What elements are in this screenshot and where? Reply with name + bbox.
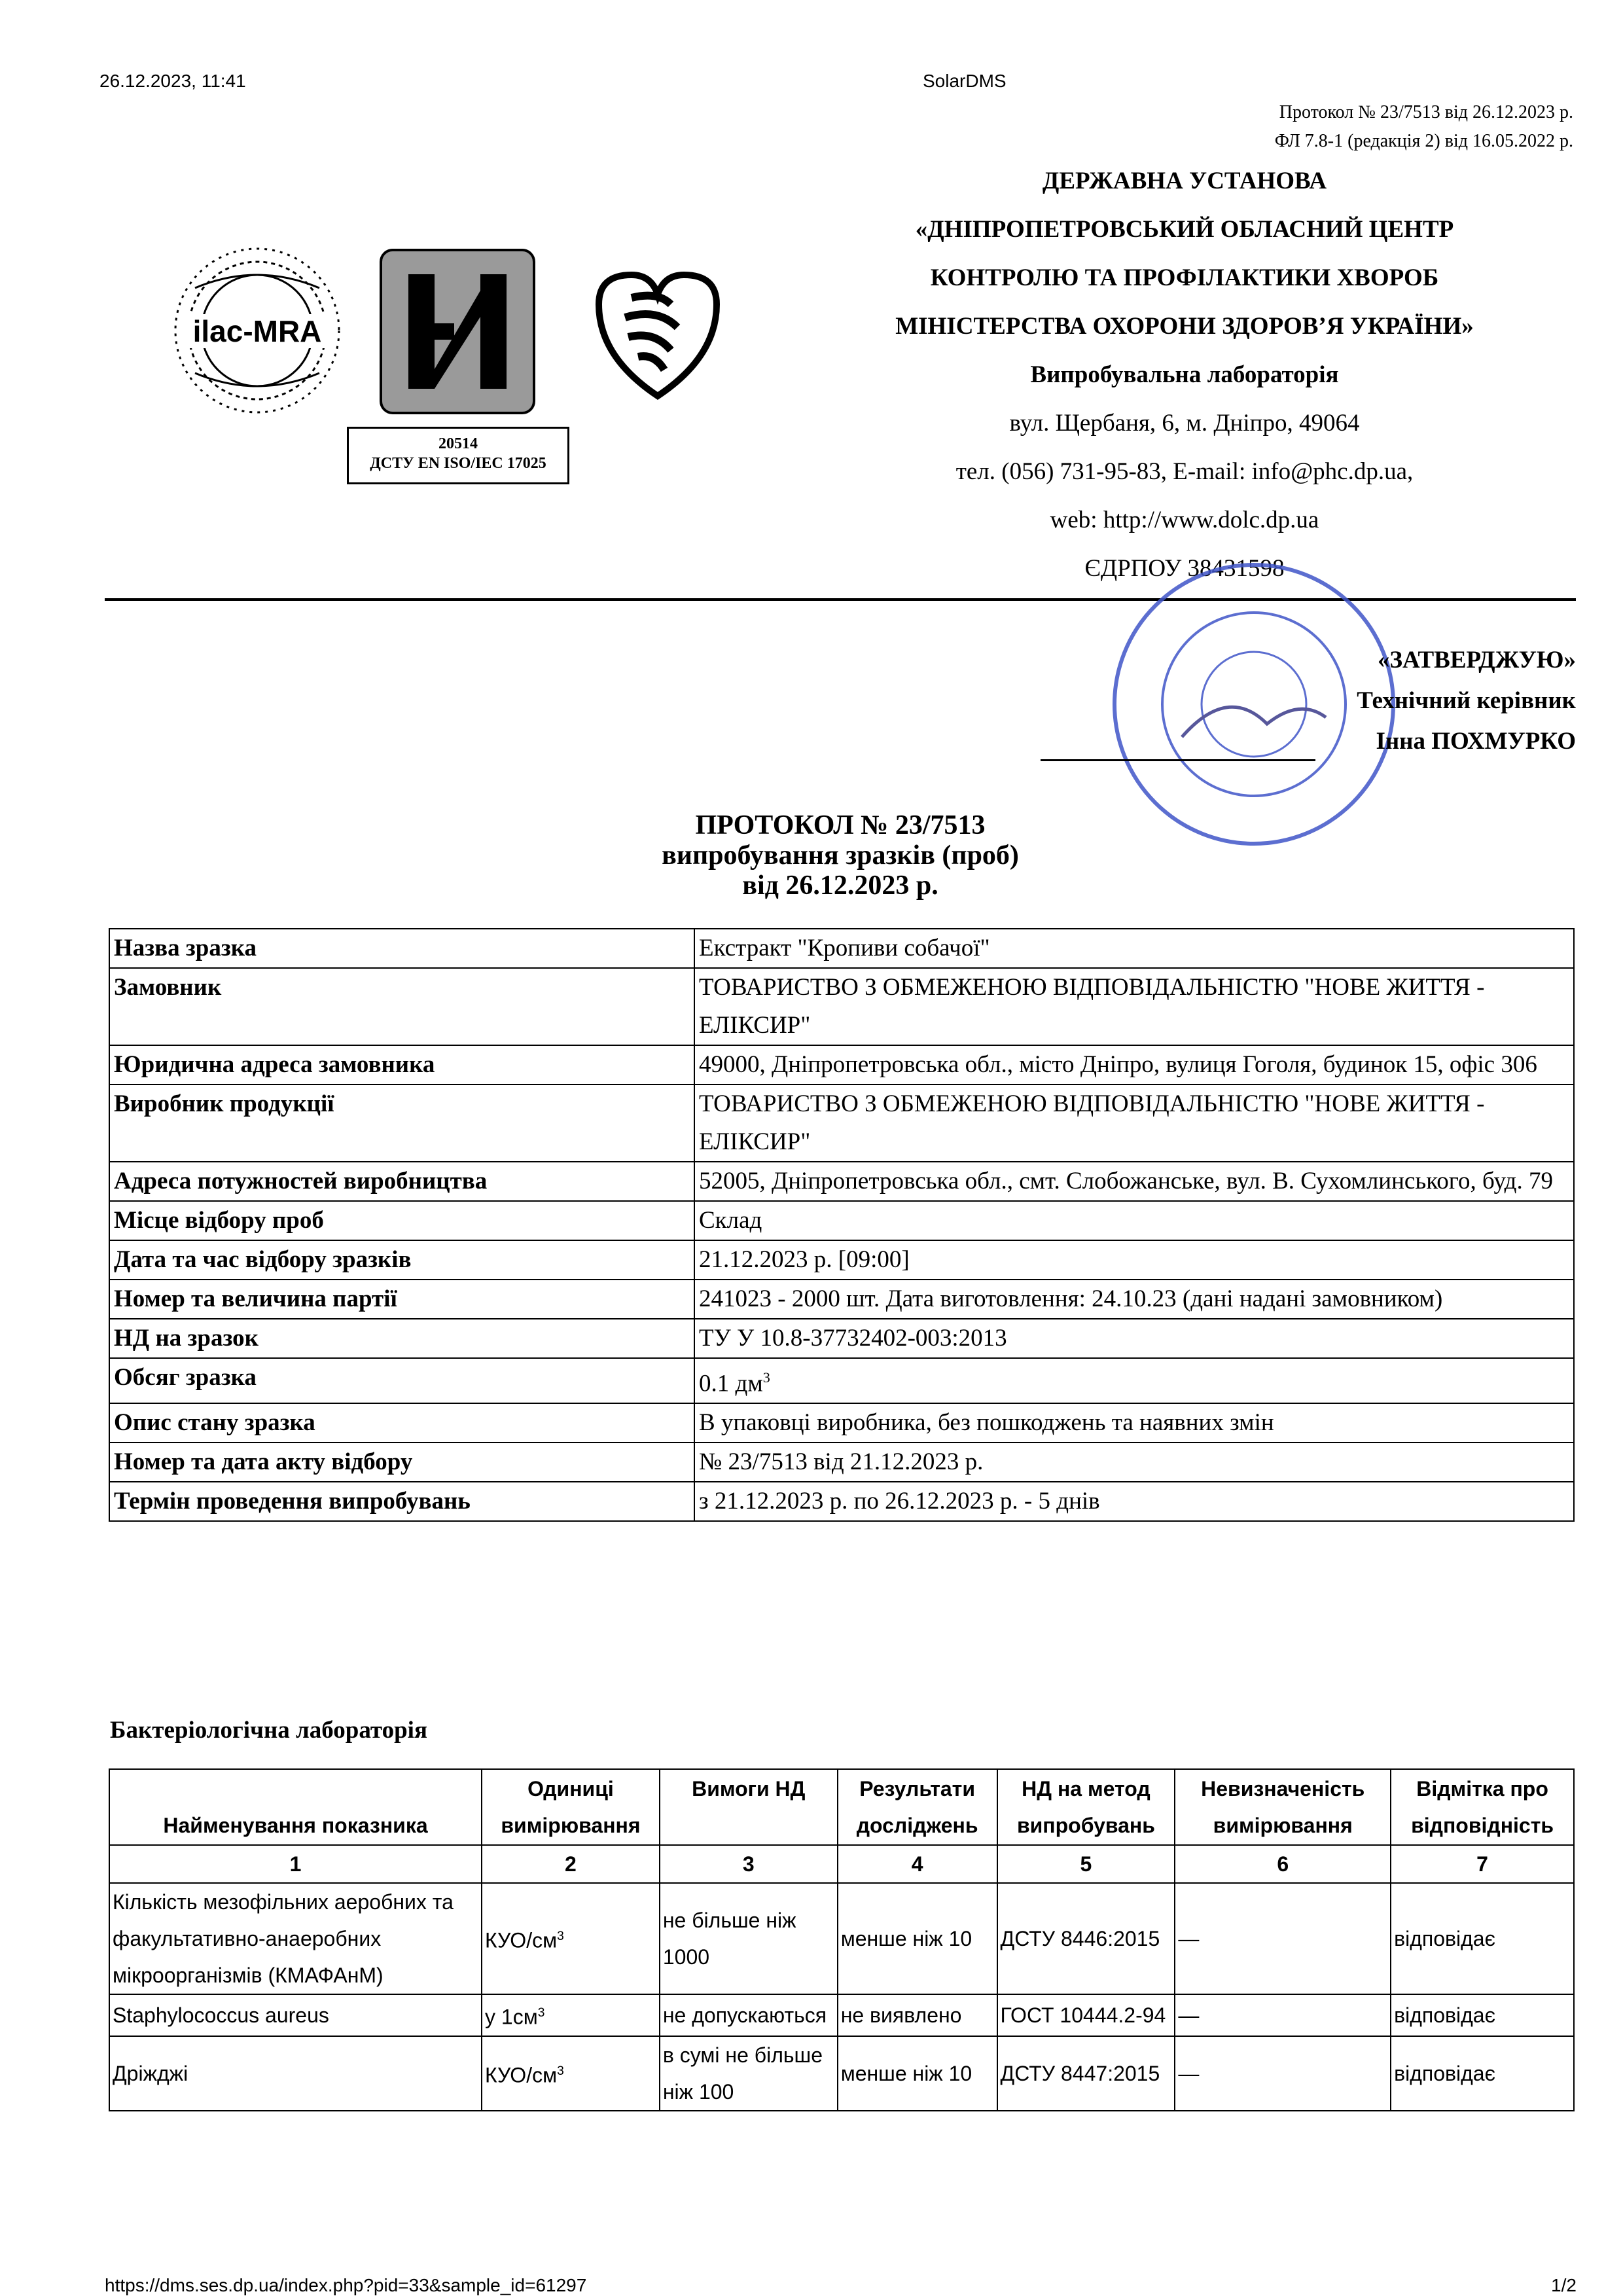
unit-cell (482, 1994, 660, 2036)
unit-cell (482, 1883, 660, 1994)
protocol-title: ПРОТОКОЛ № 23/7513 (695, 810, 986, 840)
info-key: Місце відбору проб (109, 1201, 694, 1240)
protocol-date: від 26.12.2023 р. (742, 870, 938, 901)
col-header-requirements: Вимоги НД (660, 1769, 838, 1845)
col-header-compliance: Відмітка про відповідність (1391, 1769, 1574, 1845)
ilac-mra-logo (169, 242, 346, 419)
method: ГОСТ 10444.2-94 (997, 1994, 1175, 2036)
info-key: Обсяг зразка (109, 1358, 694, 1403)
info-value: ТОВАРИСТВО З ОБМЕЖЕНОЮ ВІДПОВІДАЛЬНІСТЮ "НОВЕ ЖИТТЯ - ЕЛІКСИР" (694, 1085, 1574, 1162)
unit: КУО/см (485, 2063, 558, 2087)
info-value: 52005, Дніпропетровська обл., смт. Слобожанське, вул. В. Сухомлинського, буд. 79 (694, 1162, 1574, 1201)
volume-unit-exponent: 3 (762, 1369, 770, 1386)
protocol-title-block (105, 810, 1576, 901)
volume-value: 0.1 дм (699, 1370, 763, 1397)
col-number: 1 (109, 1845, 482, 1883)
col-number: 5 (997, 1845, 1175, 1883)
info-row (109, 1403, 1574, 1443)
col-number: 4 (838, 1845, 997, 1883)
info-key: Назва зразка (109, 929, 694, 968)
signature-line (1041, 759, 1315, 761)
institution-line-4: МІНІСТЕРСТВА ОХОРОНИ ЗДОРОВ’Я УКРАЇНИ» (895, 313, 1474, 340)
indicator-name: Staphylococcus aureus (109, 1994, 482, 2036)
info-row (109, 1280, 1574, 1319)
print-url: https://dms.ses.dp.ua/index.php?pid=33&sample_id=61297 (105, 2275, 587, 2295)
col-number: 3 (660, 1845, 838, 1883)
print-page-number: 1/2 (1551, 2275, 1577, 2295)
institution-edrpou: ЄДРПОУ 38431598 (1084, 555, 1285, 582)
col-header-uncertainty: Невизначеність вимірювання (1175, 1769, 1391, 1845)
info-value: Склад (694, 1201, 1574, 1240)
info-row (109, 929, 1574, 968)
col-number: 2 (482, 1845, 660, 1883)
unit: у 1см (485, 2005, 538, 2029)
unit: КУО/см (485, 1928, 558, 1952)
institution-line-3: КОНТРОЛЮ ТА ПРОФІЛАКТИКИ ХВОРОБ (930, 264, 1439, 291)
info-value: з 21.12.2023 р. по 26.12.2023 р. - 5 днів (694, 1482, 1574, 1521)
info-value: ТУ У 10.8-37732402-003:2013 (694, 1319, 1574, 1358)
info-row (109, 1358, 1574, 1403)
info-key: Дата та час відбору зразків (109, 1240, 694, 1280)
unit-exponent: 3 (557, 2064, 564, 2078)
institution-phone: тел. (056) 731-95-83, E-mail: info@phc.dp.ua, (955, 458, 1414, 485)
info-key: Замовник (109, 968, 694, 1045)
info-value: 241023 - 2000 шт. Дата виготовлення: 24.10.23 (дані надані замовником) (694, 1280, 1574, 1319)
approval-name: Інна ПОХМУРКО (1376, 728, 1576, 755)
sample-info-table (109, 928, 1575, 1522)
indicator-name: Кількість мезофільних аеробних та факультативно-анаеробних мікроорганізмів (КМАФАнМ) (109, 1883, 482, 1994)
col-number: 6 (1175, 1845, 1391, 1883)
info-row (109, 1085, 1574, 1162)
lab-name: Випробувальна лабораторія (1030, 361, 1339, 388)
result-value: не виявлено (838, 1994, 997, 2036)
result-row (109, 2036, 1574, 2111)
uncertainty: — (1175, 2036, 1391, 2111)
info-row (109, 1201, 1574, 1240)
unit-exponent: 3 (537, 2006, 545, 2020)
nabu-accreditation-logo (380, 249, 535, 414)
info-value: В упаковці виробника, без пошкоджень та наявних змін (694, 1403, 1574, 1443)
col-number: 7 (1391, 1845, 1574, 1883)
protocol-subtitle: випробування зразків (проб) (662, 840, 1019, 870)
accreditation-number: 20514 (438, 435, 478, 452)
info-row (109, 1240, 1574, 1280)
unit-exponent: 3 (557, 1929, 564, 1944)
document-reference (1275, 98, 1573, 156)
result-row (109, 1883, 1574, 1994)
method: ДСТУ 8446:2015 (997, 1883, 1175, 1994)
results-header-row (109, 1769, 1574, 1845)
info-row (109, 968, 1574, 1045)
info-key: Адреса потужностей виробництва (109, 1162, 694, 1201)
accreditation-box (347, 427, 569, 484)
compliance-mark: відповідає (1391, 2036, 1574, 2111)
result-value: менше ніж 10 (838, 2036, 997, 2111)
result-row (109, 1994, 1574, 2036)
col-header-unit: Одиниці вимірювання (482, 1769, 660, 1845)
lab-section-title: Бактеріологічна лабораторія (110, 1717, 427, 1744)
uncertainty: — (1175, 1883, 1391, 1994)
info-value: ТОВАРИСТВО З ОБМЕЖЕНОЮ ВІДПОВІДАЛЬНІСТЮ "НОВЕ ЖИТТЯ - ЕЛІКСИР" (694, 968, 1574, 1045)
requirement: не допускаються (660, 1994, 838, 2036)
results-table (109, 1768, 1575, 2111)
results-number-row (109, 1845, 1574, 1883)
compliance-mark: відповідає (1391, 1994, 1574, 2036)
info-row (109, 1045, 1574, 1085)
info-row (109, 1162, 1574, 1201)
requirement: в сумі не більше ніж 100 (660, 2036, 838, 2111)
approval-position: Технічний керівник (1357, 687, 1576, 714)
method: ДСТУ 8447:2015 (997, 2036, 1175, 2111)
info-value: 21.12.2023 р. [09:00] (694, 1240, 1574, 1280)
info-value (694, 1358, 1574, 1403)
col-header-results: Результати досліджень (838, 1769, 997, 1845)
info-key: НД на зразок (109, 1319, 694, 1358)
info-key: Юридична адреса замовника (109, 1045, 694, 1085)
accreditation-standard: ДСТУ EN ISO/IEC 17025 (370, 455, 546, 472)
info-value: 49000, Дніпропетровська обл., місто Дніпро, вулиця Гоголя, будинок 15, офіс 306 (694, 1045, 1574, 1085)
approval-block (1357, 640, 1576, 762)
print-app-name: SolarDMS (923, 71, 1007, 91)
approval-label: «ЗАТВЕРДЖУЮ» (1377, 647, 1576, 673)
shield-heart-logo (586, 265, 730, 403)
col-header-method: НД на метод випробувань (997, 1769, 1175, 1845)
compliance-mark: відповідає (1391, 1883, 1574, 1994)
unit-cell (482, 2036, 660, 2111)
info-value: № 23/7513 від 21.12.2023 р. (694, 1443, 1574, 1482)
print-datetime: 26.12.2023, 11:41 (99, 71, 246, 91)
info-key: Виробник продукції (109, 1085, 694, 1162)
institution-web: web: http://www.dolc.dp.ua (1050, 507, 1319, 533)
requirement: не більше ніж 1000 (660, 1883, 838, 1994)
info-row (109, 1482, 1574, 1521)
institution-line-2: «ДНІПРОПЕТРОВСЬКИЙ ОБЛАСНИЙ ЦЕНТР (915, 216, 1454, 243)
indicator-name: Дріжджі (109, 2036, 482, 2111)
info-key: Номер та величина партії (109, 1280, 694, 1319)
info-key: Опис стану зразка (109, 1403, 694, 1443)
col-header-indicator: Найменування показника (109, 1769, 482, 1845)
info-row (109, 1443, 1574, 1482)
result-value: менше ніж 10 (838, 1883, 997, 1994)
ilac-logo-text: ilac-MRA (192, 314, 322, 348)
institution-address: вул. Щербаня, 6, м. Дніпро, 49064 (1009, 410, 1360, 437)
info-value: Екстракт "Кропиви собачої" (694, 929, 1574, 968)
institution-line-1: ДЕРЖАВНА УСТАНОВА (1042, 168, 1327, 194)
uncertainty: — (1175, 1994, 1391, 2036)
doc-ref-line-2: ФЛ 7.8-1 (редакція 2) від 16.05.2022 р. (1274, 131, 1573, 151)
info-key: Номер та дата акту відбору (109, 1443, 694, 1482)
info-key: Термін проведення випробувань (109, 1482, 694, 1521)
info-row (109, 1319, 1574, 1358)
official-stamp (1113, 563, 1395, 846)
institution-header (792, 157, 1577, 593)
doc-ref-line-1: Протокол № 23/7513 від 26.12.2023 р. (1279, 102, 1573, 122)
